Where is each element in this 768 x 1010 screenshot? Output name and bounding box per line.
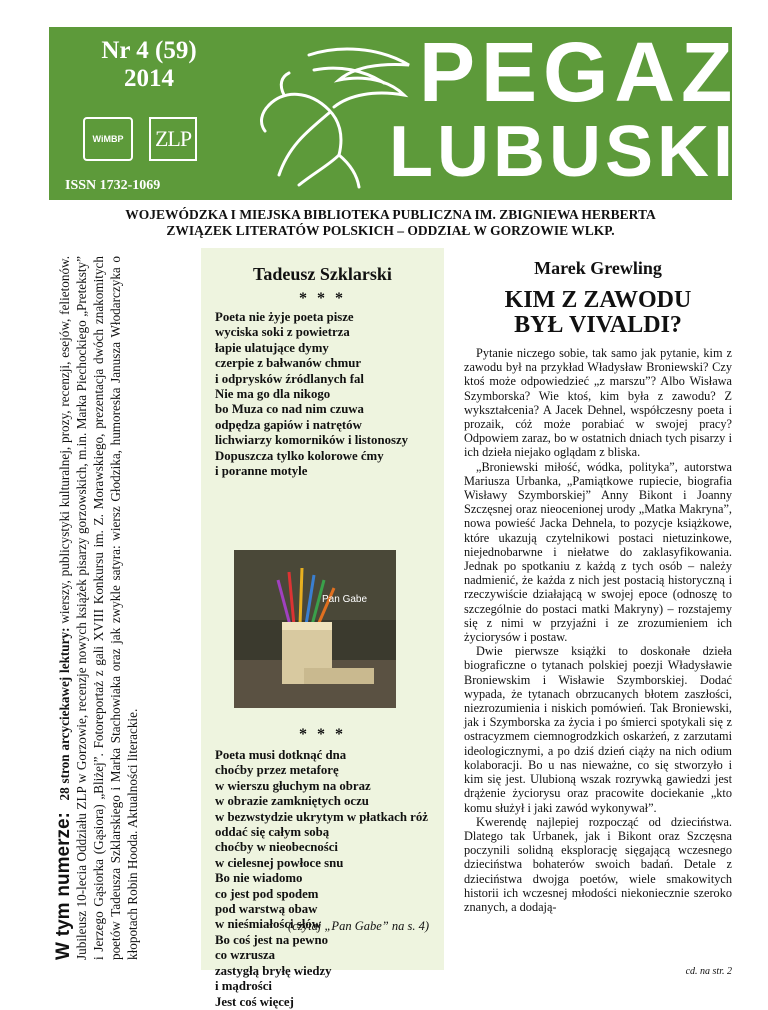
poem-line: oddać się całym sobą — [215, 825, 330, 840]
poem-line: Dopuszcza tylko kolorowe ćmy — [215, 448, 384, 463]
article-title — [464, 288, 732, 338]
poem-line: lichwiarzy komorników i listonoszy — [215, 433, 409, 448]
poem-line: w bezwstydzie ukrytym w płatkach róż — [215, 809, 428, 824]
poem-line: pod warstwą obaw — [215, 902, 318, 917]
poem-line: Bo nie wiadomo — [215, 871, 303, 886]
issue-year: 2014 — [124, 65, 174, 92]
poems-column — [201, 248, 444, 1009]
contents-text — [49, 246, 181, 970]
poem-line: czerpie z bałwanów chmur — [215, 356, 362, 371]
issue-line: Nr 4 (59) — [101, 37, 197, 64]
masthead — [49, 25, 739, 200]
poem-line: Poeta nie żyje poeta pisze — [215, 310, 354, 324]
book-cover-photo — [234, 550, 396, 708]
poem-line: w cielesnej powłoce snu — [215, 855, 344, 870]
poem-line: co jest pod spodem — [215, 886, 319, 901]
poem-line: odpędza gapiów i natrętów — [215, 417, 362, 432]
poem-line: Nie ma go dla nikogo — [215, 387, 331, 402]
article-paragraph: Kwerendę najlepiej rozpocząć od dzieciństwa. Dlatego tak Urbanek, jak i Bikont oraz Szczęsna poczynili solidną eksplorację sięgającą wczesnego dzieciństwa bohaterów swoich badań. Detale z dzieciństwa dwojga poetów, wiele smakowitych historii ich wczesnej młodości niekoniecznie szeroko znanych, a dodają- — [464, 814, 732, 914]
photo-title: Pan Gabe — [322, 594, 368, 605]
article-title-line2: BYŁ VIVALDI? — [514, 312, 682, 338]
poet-name: Tadeusz Szklarski — [253, 264, 392, 284]
poem-line: w nieśmiałości słów — [215, 917, 321, 932]
poem-line: Poeta musi dotknąć dna — [215, 748, 347, 762]
contents-heading: W tym numerze: — [53, 812, 74, 960]
poem-line: choćby przez metaforę — [215, 763, 339, 778]
publisher-logos — [83, 117, 197, 161]
poem-line: choćby w nieobecności — [215, 840, 338, 855]
article-author: Marek Grewling — [534, 258, 662, 278]
poem-2 — [215, 748, 440, 1010]
poem-line: i odprysków źródlanych fal — [215, 371, 364, 386]
wimbp-logo: WiMBP — [83, 117, 133, 161]
poem-separator: * * * — [299, 290, 346, 307]
poem-line: zastygłą bryłę wiedzy — [215, 963, 332, 978]
contents-body: wierszy, publicystyki kulturalnej, prozy, recenzji, esejów, felietonów. Jubileusz 10-lecia Oddziału ZLP w Gorzowie, recenzje nowych książek pisarzy gorzowskich, m.in. Marka Piechockiego „Preteksty” i Jerzego Gąsiorka (Gąsiora) „Bliżej”. Fotoreportaż z gali XVIII Konkursu im. Z. Morawskiego, prezentacja dwóch znakomitych poetów Tadeusza Szklarskiego i Marka Stachowiaka oraz jak zwykle satyra: wiersz Głodzika, humoreska Janusza Włodarczyka o kłopotach Robin Hooda. Aktualności literackie. — [57, 255, 140, 960]
poem-line: i mądrości — [215, 979, 272, 994]
contents-strip — [49, 246, 181, 970]
pegasus-logo-icon — [189, 35, 419, 195]
poem-line: w obrazie zamkniętych oczu — [215, 794, 369, 809]
publisher-names — [49, 207, 732, 239]
article-paragraph: Pytanie niczego sobie, tak samo jak pytanie, kim z zawodu był na przykład Władysław Broniewski? Czy ktoś może odpowiedzieć „z marszu”? Albo Wisława Szymborska? Wie ktoś, kim była z zawodu? Z wykształcenia? A Jacek Dehnel, współczesny poeta i prozaik, cóż może porabiać w swojej pracy? Odpowiem zaraz, bo w ostatnich dniach tych pisarzy i ich dzieła niejako oglądam z bliska. — [464, 346, 732, 460]
magazine-title-line2: LUBUSKI — [389, 112, 737, 192]
poem-line: łapie ulatujące dymy — [215, 340, 329, 355]
poem-separator: * * * — [299, 726, 346, 743]
poem-line: bo Muza co nad nim czuwa — [215, 402, 364, 417]
poem-line: w wierszu głuchym na obraz — [215, 778, 371, 793]
pencil-cup-illustration — [234, 550, 396, 708]
publisher-line1: WOJEWÓDZKA I MIEJSKA BIBLIOTEKA PUBLICZNA IM. ZBIGNIEWA HERBERTA — [125, 207, 656, 222]
poem-line: Bo coś jest na pewno — [215, 932, 329, 947]
poem-1 — [215, 310, 440, 479]
article-body — [464, 346, 732, 914]
magazine-title-line1: PEGAZ — [419, 25, 739, 119]
poem-line: wyciska soki z powietrza — [215, 325, 350, 340]
issn: ISSN 1732-1069 — [65, 178, 161, 193]
publisher-line2: ZWIĄZEK LITERATÓW POLSKICH – ODDZIAŁ W GORZOWIE WLKP. — [166, 223, 615, 238]
contents-lead: 28 stron arcyciekawej lektury: — [57, 627, 72, 801]
photo-caption: (czytaj „Pan Gabe” na s. 4) — [288, 919, 429, 933]
article-paragraph: „Broniewski miłość, wódka, polityka”, autorstwa Mariusza Urbanka, „Pamiątkowe rupiecie, biografia Wisławy Szymborskiej” Anny Bikont i Joanny Szczęsnej oraz nieocenionej urody „Matka Makryna”, nowa powieść Jacka Dehnela, to pozycje książkowe, które ukazują czytelnikowi postaci nietuzinkowe, niejednobarwne i niełatwe do zaklasyfikowania. Jednak po spotkaniu z każdą z tych osób – należy nadmienić, że każda z nich jest postacią historyczną i rzeczywiście działającą w swojej epoce (odnoszę to szczególnie do postaci matki Makryny) – rozstajemy się z nimi w przyjaźni i ze zrozumieniem ich życiorysów i postaw. — [464, 459, 732, 645]
continued-link[interactable]: cd. na str. 2 — [685, 966, 732, 977]
poem-line: co wzrusza — [215, 948, 276, 963]
poem-line: i poranne motyle — [215, 464, 308, 479]
poem-line: Jest coś więcej — [215, 994, 294, 1009]
article-title-line1: KIM Z ZAWODU — [504, 287, 692, 313]
article-paragraph: Dwie pierwsze książki to doskonałe dzieła biograficzne o tytanach polskiej poezji Władysławie Broniewskim i Wisławie Szymborskiej. Dodać wypada, że tytanach obrzucanych błotem zaszłości, niezrozumienia i niskich pomówień. Tak Broniewski, jak i Szymborska za życia i po śmierci spotykali się z ostracyzmem ciemnogrodzkich oskarżeń, z zarzutami ideologicznymi, a po dziś dzień ciąży na nich odium kolaboracji. Bo u nas nieważne, co się stworzyło i kim się jest. Ulubioną wszak rozrywką gawiedzi jest drążenie życiorysu oraz pracowite dociekanie „kto komu służył i jaki zawód wykonywał”. — [464, 644, 732, 815]
zlp-logo: ZLP — [149, 117, 197, 161]
